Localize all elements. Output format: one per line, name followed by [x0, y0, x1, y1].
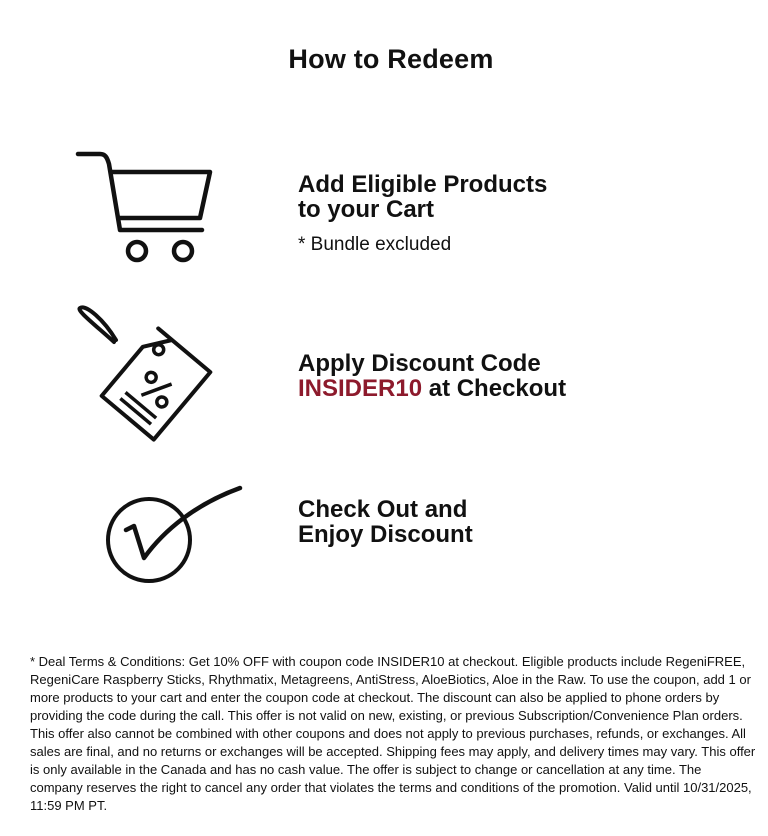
step-heading-line2: Enjoy Discount [298, 521, 473, 548]
step-heading [298, 497, 473, 547]
step-heading-line2: to your Cart [298, 196, 435, 223]
step-heading [298, 351, 566, 401]
step-heading [298, 172, 547, 222]
page-title: How to Redeem [288, 44, 494, 74]
step-text [298, 351, 566, 401]
terms-and-conditions: * Deal Terms & Conditions: Get 10% OFF with coupon code INSIDER10 at checkout. Eligible products include RegeniFREE, RegeniCare Raspberry Sticks, Rhythmatix, Metagreens, AntiStress, AloeBiotics, Aloe in the Raw. To use the coupon, add 1 or more products to your cart and enter the coupon code at checkout. The discount can also be applied to phone orders by providing the code during the call. This offer is not valid on new, existing, or previous Subscription/Convenience Plan orders. This offer also cannot be combined with other coupons and does not apply to previous purchases, refunds, or exchanges. All sales are final, and no returns or exchanges will be accepted. Shipping fees may apply, and delivery times may vary. This offer is only available in the Canada and has no cash value. The offer is subject to change or cancellation at any time. The company reserves the right to cancel any order that violates the terms and conditions of the promotion. Valid until 10/31/2025, 11:59 PM PT. [30, 654, 756, 813]
step-heading-line1: Apply Discount Code [298, 350, 541, 377]
step-heading-line1: Add Eligible Products [298, 171, 548, 198]
step-text [298, 172, 547, 256]
step-heading-line1: Check Out and [298, 496, 468, 523]
discount-code: INSIDER10 [298, 375, 423, 402]
step-check-out [0, 480, 768, 590]
step-apply-code [0, 300, 768, 450]
step-note: * Bundle excluded [298, 234, 452, 255]
step-heading-line2: at Checkout [422, 375, 567, 402]
step-text [298, 497, 473, 547]
step-add-to-cart [0, 140, 768, 270]
price-tag-icon [74, 302, 219, 452]
checkmark-circle-icon [104, 484, 244, 589]
shopping-cart-icon [74, 150, 216, 270]
